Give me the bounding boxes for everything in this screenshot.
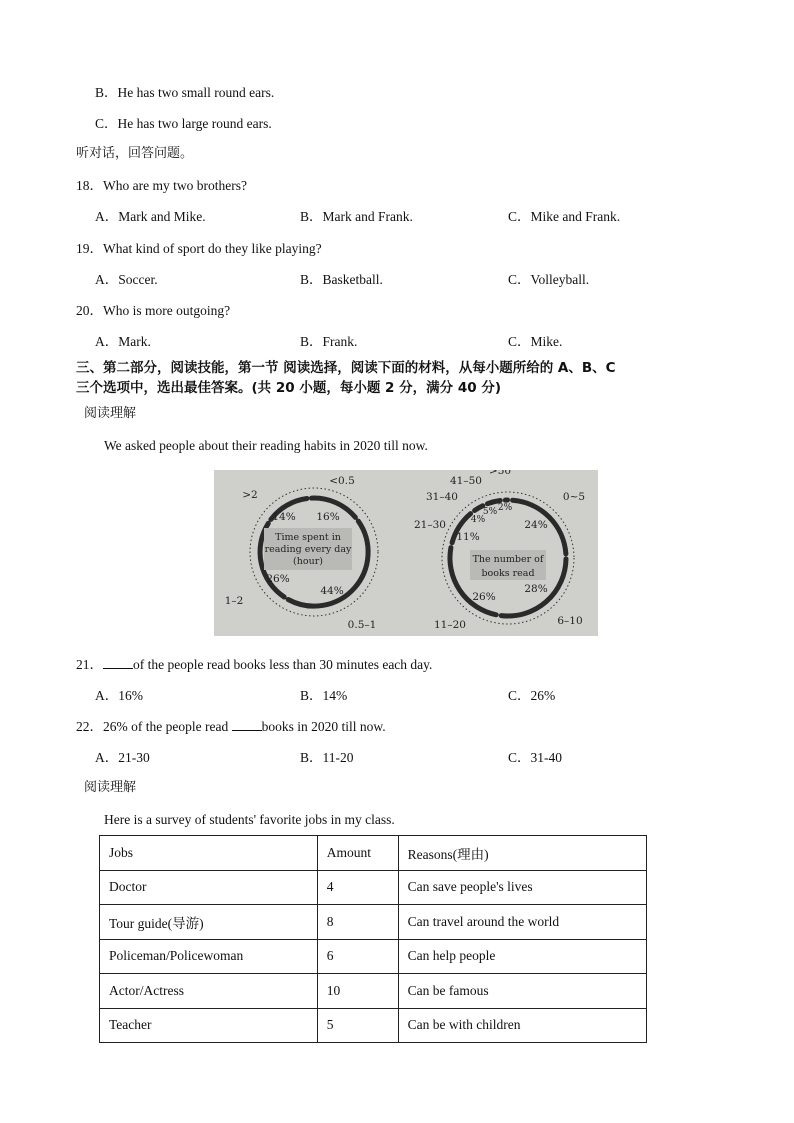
time-segment-label: 1–2 [224, 595, 244, 607]
books-value-label: 5% [482, 507, 498, 517]
books-value-label: 26% [472, 591, 496, 603]
q22-option-c: C．31-40 [508, 750, 562, 765]
job-cell: Actor/Actress [100, 974, 318, 1009]
q22-blank [232, 718, 262, 731]
q22-option-b: B．11-20 [300, 750, 354, 765]
q17-option-c: C．He has two large round ears. [95, 116, 272, 131]
q21-option-b: B．14% [300, 688, 348, 703]
books-segment-label: 41–50 [450, 475, 482, 487]
time-segment-label: >2 [242, 489, 258, 501]
q22-stem [76, 718, 386, 736]
table-header-row [100, 836, 647, 871]
books-segment-label: 11–20 [434, 619, 466, 631]
time-chart-title-line3: (hour) [293, 556, 323, 567]
reason-cell: Can save people's lives [398, 870, 646, 905]
reason-cell: Can travel around the world [398, 905, 646, 940]
reading-habits-figure [214, 470, 598, 636]
books-segment-label: 0~5 [562, 491, 586, 503]
q20-option-b: B．Frank. [300, 334, 358, 349]
amount-cell: 6 [317, 939, 398, 974]
reason-cell: Can be famous [398, 974, 646, 1009]
q17-option-b: B．He has two small round ears. [95, 85, 275, 100]
job-cell: Policeman/Policewoman [100, 939, 318, 974]
q21-stem-text: of the people read books less than 30 minutes each day. [133, 657, 433, 672]
time-value-label: 26% [266, 573, 290, 585]
q21-blank [103, 656, 133, 669]
time-chart-title-line2: reading every day [264, 544, 352, 555]
q20-option-a: A．Mark. [95, 334, 151, 349]
q22-option-a: A．21-30 [95, 750, 150, 765]
books-segment-arc [475, 506, 483, 511]
time-segment-label: <0.5 [329, 475, 355, 487]
reason-cell: Can help people [398, 939, 646, 974]
time-spent-chart [250, 488, 378, 616]
q18-option-b: B．Mark and Frank. [300, 209, 413, 224]
amount-cell: 10 [317, 974, 398, 1009]
q18-option-a: A．Mark and Mike. [95, 209, 206, 224]
job-cell: Tour guide(导游) [100, 905, 318, 940]
header-jobs: Jobs [100, 836, 318, 871]
q21-option-a: A．16% [95, 688, 143, 703]
time-value-label: 16% [316, 511, 340, 523]
q18-option-c: C．Mike and Frank. [508, 209, 621, 224]
q20-option-c: C．Mike. [508, 334, 563, 349]
books-segment-label: >50 [488, 470, 512, 477]
q20-stem: 20．Who is more outgoing? [76, 303, 231, 318]
amount-cell: 5 [317, 1008, 398, 1043]
time-chart-title-line1: Time spent in [275, 532, 341, 543]
reading-intro-1: We asked people about their reading habits in 2020 till now. [104, 438, 428, 453]
q21-stem-number: 21． [76, 657, 103, 672]
books-value-label: 2% [497, 503, 513, 513]
q22-stem-before: 22．26% of the people read [76, 719, 232, 734]
amount-cell: 4 [317, 870, 398, 905]
jobs-survey-table [99, 835, 647, 1043]
q19-option-c: C．Volleyball. [508, 272, 590, 287]
listen-instruction: 听对话，回答问题。 [76, 146, 194, 161]
books-value-label: 28% [524, 583, 548, 595]
time-value-label: 14% [272, 511, 296, 523]
q22-stem-after: books in 2020 till now. [261, 719, 386, 734]
books-segment-label: 31–40 [426, 491, 458, 503]
table-row [100, 870, 647, 905]
books-chart-title-line1: The number of [472, 554, 544, 565]
reason-cell: Can be with children [398, 1008, 646, 1043]
header-amount: Amount [317, 836, 398, 871]
table-row [100, 974, 647, 1009]
time-segment-label: 0.5–1 [347, 619, 377, 631]
books-chart-title-line2: books read [481, 568, 535, 579]
q19-option-b: B．Basketball. [300, 272, 383, 287]
reading-label-1: 阅读理解 [84, 406, 137, 421]
reading-intro-2: Here is a survey of students' favorite jobs in my class. [104, 812, 395, 827]
q19-stem: 19．What kind of sport do they like playing? [76, 241, 322, 256]
reading-label-2: 阅读理解 [84, 780, 137, 795]
job-cell: Teacher [100, 1008, 318, 1043]
amount-cell: 8 [317, 905, 398, 940]
q18-stem: 18．Who are my two brothers? [76, 178, 247, 193]
job-cell: Doctor [100, 870, 318, 905]
section-3-heading-line2: 三个选项中，选出最佳答案。(共 20 小题，每小题 2 分，满分 40 分) [76, 380, 502, 396]
time-value-label: 44% [320, 585, 344, 597]
table-row [100, 939, 647, 974]
books-segment-label: 21–30 [414, 519, 446, 531]
header-reasons: Reasons(理由) [398, 836, 646, 871]
books-segment-label: 6–10 [557, 615, 583, 627]
ring-charts [214, 470, 598, 636]
books-value-label: 11% [456, 531, 480, 543]
q21-option-c: C．26% [508, 688, 556, 703]
table-row [100, 905, 647, 940]
books-value-label: 24% [524, 519, 548, 531]
q19-option-a: A．Soccer. [95, 272, 158, 287]
q21-stem [76, 656, 432, 674]
section-3-heading-line1: 三、第二部分，阅读技能，第一节 阅读选择，阅读下面的材料，从每小题所给的 A、B、C [76, 360, 616, 376]
table-row [100, 1008, 647, 1043]
books-value-label: 4% [470, 515, 486, 525]
